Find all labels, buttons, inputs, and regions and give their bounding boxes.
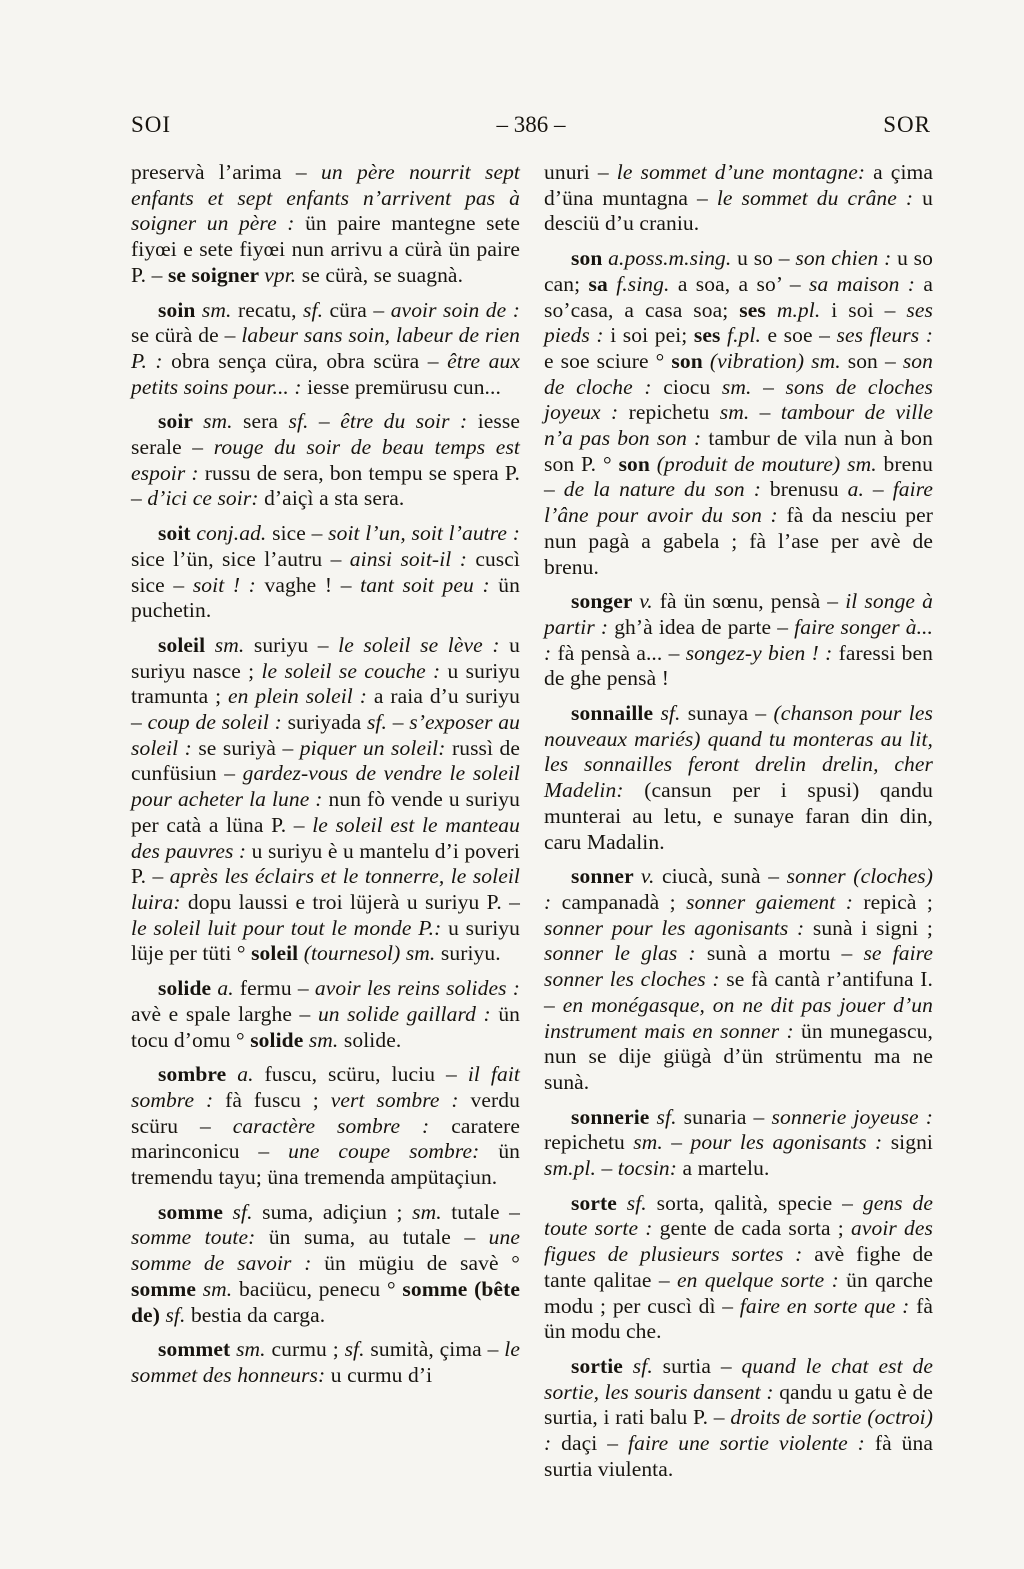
italic-text: il fait sombre : bbox=[131, 1062, 520, 1112]
italic-text: le sommet du crâne : bbox=[716, 185, 923, 210]
italic-text: a. bbox=[237, 1062, 265, 1087]
entry-soit bbox=[131, 521, 520, 624]
plain-text: ciocu bbox=[663, 374, 722, 399]
plain-text: repichetu bbox=[544, 1130, 634, 1155]
plain-text: faressi ben de ghe pensà ! bbox=[544, 640, 933, 691]
italic-text: (tournesol) sm. bbox=[303, 941, 441, 966]
plain-text: unuri – bbox=[544, 160, 617, 184]
entry-sonner bbox=[544, 864, 933, 1095]
italic-text: a. bbox=[847, 477, 873, 502]
plain-text: fà ün sœnu, pensà – bbox=[659, 589, 846, 614]
plain-text: tutale – bbox=[451, 1199, 520, 1224]
plain-text: preservà l’arima – bbox=[131, 160, 322, 184]
italic-text: sm. bbox=[719, 400, 760, 425]
headword: sommet bbox=[158, 1337, 237, 1362]
plain-text: gente de cada sorta ; bbox=[659, 1216, 852, 1241]
italic-text: sf. bbox=[626, 1190, 657, 1215]
plain-text: u desciü d’u craniu. bbox=[544, 185, 933, 236]
plain-text: se fà cantà r’antifuna I. – bbox=[544, 967, 934, 1017]
italic-text: tambour de ville n’a pas bon son : bbox=[544, 400, 933, 451]
plain-text: surtia – bbox=[662, 1353, 742, 1378]
italic-text: faire songer à... : bbox=[544, 614, 934, 665]
italic-text: s’exposer au soleil : bbox=[131, 710, 520, 760]
plain-text: qandu u gatu è de surtia, i rati balu P. – bbox=[544, 1379, 933, 1430]
plain-text: – bbox=[872, 477, 893, 502]
italic-text: sf. bbox=[660, 701, 688, 726]
plain-text: a raia d’u suriyu – bbox=[131, 684, 520, 735]
italic-text: quand le chat est de sortie, les souris dansent : bbox=[544, 1353, 933, 1404]
italic-text: sm. bbox=[412, 1199, 452, 1224]
plain-text: fermu – bbox=[239, 976, 315, 1001]
plain-text: e soe sciure ° bbox=[544, 348, 672, 373]
italic-text: un père nourrit sept enfants et sept enfants n’arrivent pas à soigner un père : bbox=[131, 160, 521, 236]
italic-text: gens de toute sorte : bbox=[544, 1190, 934, 1241]
entry-soin bbox=[131, 298, 520, 401]
headword: soit bbox=[158, 521, 197, 546]
plain-text: a çima d’üna muntagna – bbox=[544, 160, 933, 210]
italic-text: après les éclairs et le tonnerre, le soleil luira: bbox=[131, 864, 520, 914]
plain-text: sunà a mortu – bbox=[706, 941, 864, 966]
plain-text: sice l’ün, sice l’autru – bbox=[131, 546, 350, 571]
plain-text: brenusu bbox=[769, 477, 848, 502]
italic-text: m.pl. bbox=[776, 297, 832, 322]
headword: somme bbox=[158, 1199, 233, 1224]
italic-text: soit ! : bbox=[192, 572, 265, 597]
plain-text: verdu scüru – bbox=[131, 1087, 520, 1138]
italic-text: sm. bbox=[201, 297, 238, 322]
italic-text: droits de sortie (octroi) : bbox=[544, 1405, 934, 1456]
headword: somme (bête de) bbox=[131, 1276, 520, 1327]
headword: soleil bbox=[251, 941, 304, 966]
plain-text: u curmu d’i bbox=[330, 1362, 433, 1387]
entry-sommet-continuation bbox=[544, 160, 933, 237]
plain-text: gh’à idea de parte – bbox=[614, 614, 795, 639]
plain-text: ciucà, sunà – bbox=[661, 864, 787, 889]
headword: somme bbox=[131, 1276, 203, 1301]
plain-text: iesse serale – bbox=[131, 409, 520, 460]
plain-text: sunaria – bbox=[683, 1104, 772, 1129]
italic-text: v. bbox=[639, 589, 660, 614]
plain-text: ün tremendu tayu; üna tremenda ampütaçiun. bbox=[131, 1139, 521, 1190]
entry-soleil bbox=[131, 633, 520, 967]
plain-text: bestia da carga. bbox=[190, 1302, 326, 1327]
italic-text: pour les agonisants : bbox=[690, 1130, 891, 1155]
plain-text: ün qarche modu ; per cuscì dì – bbox=[544, 1267, 933, 1318]
plain-text: suma, adiçiun ; bbox=[262, 1199, 413, 1224]
italic-text: se faire sonner les cloches : bbox=[544, 941, 933, 992]
plain-text: d’aiçì a sta sera. bbox=[264, 486, 405, 511]
italic-text: sf. bbox=[344, 1337, 371, 1362]
italic-text: son chien : bbox=[795, 246, 898, 271]
headword: sortie bbox=[571, 1353, 633, 1378]
entry-soigner-continuation bbox=[131, 160, 520, 289]
plain-text: daçi – bbox=[561, 1431, 629, 1456]
italic-text: être aux petits soins pour... : bbox=[131, 348, 520, 399]
plain-text: vaghe ! – bbox=[264, 572, 361, 597]
plain-text: ün paire mantegne sete fiyœi e sete fiyœi nun arrivu a cürà ün paire P. – bbox=[131, 211, 520, 287]
plain-text: cuscì sice – bbox=[131, 546, 520, 597]
italic-text: f.pl. bbox=[727, 323, 768, 348]
headword: sorte bbox=[571, 1190, 627, 1215]
plain-text: signi bbox=[890, 1130, 934, 1155]
plain-text: cüra – bbox=[329, 297, 391, 322]
plain-text: fà pensà a... – bbox=[557, 640, 686, 665]
italic-text: ses fleurs : bbox=[836, 323, 933, 348]
headword: soir bbox=[158, 409, 204, 434]
plain-text: fà fuscu ; bbox=[225, 1087, 331, 1112]
italic-text: f.sing. bbox=[616, 271, 678, 296]
italic-text: de la nature du son : bbox=[563, 477, 770, 502]
plain-text: recatu, bbox=[237, 297, 304, 322]
italic-text: en monégasque, on ne dit pas jouer d’un instrument mais en sonner : bbox=[544, 992, 933, 1043]
plain-text: curmu ; bbox=[271, 1337, 345, 1362]
italic-text: faire en sorte que : bbox=[739, 1293, 917, 1318]
italic-text: sm. bbox=[214, 632, 254, 657]
headword: sombre bbox=[158, 1062, 238, 1087]
plain-text: russì de cunfüsiun – bbox=[131, 735, 521, 786]
plain-text: avè fighe de tante qalitae – bbox=[544, 1242, 933, 1292]
italic-text: avoir des figues de plusieurs sortes : bbox=[544, 1216, 933, 1267]
plain-text: brenu – bbox=[544, 451, 933, 502]
entry-sombre bbox=[131, 1062, 520, 1191]
italic-text: un solide gaillard : bbox=[317, 1001, 499, 1026]
entry-sorte bbox=[544, 1191, 933, 1345]
plain-text: suriyada bbox=[287, 710, 367, 735]
headword: songer bbox=[571, 589, 640, 614]
italic-text: sf. bbox=[165, 1302, 191, 1327]
italic-text: caractère sombre : bbox=[232, 1113, 452, 1138]
italic-text: il songe à partir : bbox=[544, 589, 933, 639]
italic-text: le soleil est le manteau des pauvres : bbox=[131, 812, 520, 863]
entry-songer bbox=[544, 589, 933, 692]
plain-text: baciücu, penecu ° bbox=[239, 1276, 403, 1301]
italic-text: sf. bbox=[232, 1199, 263, 1224]
plain-text: – bbox=[392, 710, 410, 735]
italic-text: sf. bbox=[656, 1104, 684, 1129]
italic-text: faire une sortie violente : bbox=[628, 1431, 875, 1456]
plain-text: sumità, çima – bbox=[370, 1337, 505, 1362]
plain-text: son – bbox=[847, 348, 903, 373]
italic-text: sm.pl. bbox=[544, 1156, 602, 1181]
plain-text: – bbox=[759, 400, 781, 425]
headword: solide bbox=[158, 976, 218, 1001]
plain-text: – bbox=[671, 1130, 691, 1155]
plain-text: ün tocu d’omu ° bbox=[131, 1001, 521, 1052]
italic-text: sm. bbox=[721, 374, 764, 399]
plain-text: u suriyu tramunta ; bbox=[131, 658, 520, 709]
italic-text: une somme de savoir : bbox=[131, 1225, 520, 1276]
plain-text: russu de sera, bon tempu se spera P. – bbox=[131, 460, 521, 511]
italic-text: sf. bbox=[366, 710, 393, 735]
italic-text: sf. bbox=[288, 409, 319, 434]
entry-sortie bbox=[544, 1354, 933, 1483]
italic-text: le soleil se couche : bbox=[261, 658, 448, 683]
italic-text: somme toute: bbox=[131, 1225, 269, 1250]
italic-text: sonner le glas : bbox=[544, 941, 707, 966]
italic-text: faire l’âne pour avoir du son : bbox=[544, 477, 934, 528]
italic-text: soit l’un, soit l’autre : bbox=[328, 521, 521, 546]
italic-text: en plein soleil : bbox=[228, 684, 374, 709]
plain-text: caratere marinconicu – bbox=[131, 1113, 520, 1164]
plain-text: nun fò vende u suriyu per catà a lüna P. – bbox=[131, 787, 520, 837]
plain-text: solide. bbox=[343, 1027, 402, 1052]
plain-text: u suriyu lüje per tüti ° bbox=[131, 915, 520, 966]
italic-text: sa maison : bbox=[809, 271, 924, 296]
plain-text: ün munegascu, nun se dije giügà d’ün strümentu ma ne sunà. bbox=[544, 1018, 933, 1094]
italic-text: être du soir : bbox=[340, 409, 478, 434]
plain-text: u so – bbox=[737, 246, 796, 271]
headword: sonner bbox=[571, 864, 641, 889]
entry-solide bbox=[131, 976, 520, 1053]
headword: sonnerie bbox=[571, 1104, 657, 1129]
plain-text: a martelu. bbox=[682, 1156, 770, 1181]
italic-text: conj.ad. bbox=[196, 521, 273, 546]
plain-text: se cürà, se suagnà. bbox=[301, 262, 464, 287]
entry-soir bbox=[131, 409, 520, 512]
plain-text: u suriyu nasce ; bbox=[131, 632, 521, 683]
guide-word-right: SOR bbox=[883, 112, 931, 137]
italic-text: sf. bbox=[632, 1353, 663, 1378]
plain-text: i soi – bbox=[831, 297, 907, 322]
italic-text: (vibration) sm. bbox=[709, 348, 848, 373]
headword: sa bbox=[588, 271, 617, 296]
entry-somme bbox=[131, 1200, 520, 1329]
plain-text: repicà ; bbox=[863, 889, 933, 914]
plain-text: u suriyu è u mantelu d’i poveri P. – bbox=[131, 838, 520, 889]
plain-text: suriyu. bbox=[440, 941, 501, 966]
entry-sommet bbox=[131, 1337, 520, 1388]
italic-text: le soleil luit pour tout le monde P.: bbox=[131, 915, 449, 940]
italic-text: le sommet des honneurs: bbox=[131, 1337, 520, 1387]
italic-text: sons de cloches joyeux : bbox=[544, 374, 933, 425]
italic-text: songez-y bien ! : bbox=[685, 640, 839, 665]
plain-text: ün mügiu de savè ° bbox=[324, 1251, 520, 1276]
plain-text: – bbox=[601, 1156, 618, 1181]
italic-text: une coupe sombre: bbox=[288, 1139, 499, 1164]
italic-text: sonnerie joyeuse : bbox=[771, 1104, 933, 1129]
text-columns bbox=[131, 160, 933, 1491]
plain-text: u so can; bbox=[544, 246, 933, 296]
headword: ses bbox=[739, 297, 777, 322]
italic-text: sf. bbox=[303, 297, 330, 322]
italic-text: avoir les reins solides : bbox=[314, 976, 520, 1001]
italic-text: sonner (cloches) : bbox=[544, 864, 933, 914]
guide-word-left: SOI bbox=[131, 112, 172, 137]
italic-text: labeur sans soin, labeur de rien P. : bbox=[131, 323, 521, 373]
italic-text: sm. bbox=[308, 1027, 344, 1052]
italic-text: piquer un soleil: bbox=[299, 735, 452, 760]
italic-text: vert sombre : bbox=[330, 1087, 471, 1112]
italic-text: a.poss.m.sing. bbox=[608, 246, 738, 271]
headword: se soigner bbox=[167, 262, 265, 287]
entry-sonnerie bbox=[544, 1105, 933, 1182]
italic-text: le soleil se lève : bbox=[338, 632, 510, 657]
page-number: – 386 – bbox=[496, 112, 566, 137]
plain-text: tambur de vila nun à bon son P. ° bbox=[544, 426, 934, 476]
headword: son bbox=[571, 246, 609, 271]
italic-text: vpr. bbox=[264, 262, 302, 287]
plain-text: sunà i signi ; bbox=[812, 915, 933, 940]
headword: soin bbox=[158, 297, 202, 322]
headword: son bbox=[671, 348, 710, 373]
italic-text: v. bbox=[640, 864, 662, 889]
plain-text: sorta, qalità, specie – bbox=[656, 1190, 863, 1215]
plain-text: se cürà de – bbox=[131, 323, 242, 348]
plain-text: avè e spale larghe – bbox=[131, 1001, 318, 1026]
column-right bbox=[544, 160, 933, 1491]
headword: solide bbox=[250, 1027, 309, 1052]
plain-text: a so’casa, a casa soa; bbox=[544, 271, 933, 322]
italic-text: tant soit peu : bbox=[360, 572, 499, 597]
plain-text: sice – bbox=[272, 521, 329, 546]
headword: sonnaille bbox=[571, 701, 661, 726]
plain-text: iesse premürusu cun... bbox=[307, 374, 501, 399]
italic-text: ses pieds : bbox=[544, 297, 933, 348]
italic-text: tocsin: bbox=[617, 1156, 683, 1181]
plain-text: i soi pei; bbox=[610, 323, 694, 348]
headword: soleil bbox=[158, 632, 215, 657]
plain-text: sera bbox=[243, 409, 289, 434]
italic-text: (produit de mouture) sm. bbox=[656, 451, 884, 476]
plain-text: fà üna surtia viulenta. bbox=[544, 1431, 933, 1481]
page-header bbox=[131, 112, 931, 142]
plain-text: dopu laussi e troi lüjerà u suriyu P. – bbox=[187, 889, 520, 914]
plain-text: se suriyà – bbox=[198, 735, 300, 760]
headword: son bbox=[618, 451, 657, 476]
plain-text: campanadà ; bbox=[561, 889, 687, 914]
plain-text: – bbox=[763, 374, 786, 399]
italic-text: le sommet d’une montagne: bbox=[616, 160, 874, 184]
plain-text: suriyu – bbox=[253, 632, 339, 657]
italic-text: d’ici ce soir: bbox=[147, 486, 265, 511]
plain-text: repichetu bbox=[628, 400, 720, 425]
italic-text: son de cloche : bbox=[544, 348, 934, 399]
plain-text: obra sença cüra, obra scüra – bbox=[171, 348, 448, 373]
italic-text: en quelque sorte : bbox=[676, 1267, 847, 1292]
italic-text: ainsi soit-il : bbox=[349, 546, 476, 571]
italic-text: coup de soleil : bbox=[147, 710, 288, 735]
italic-text: a. bbox=[217, 976, 240, 1001]
plain-text: a soa, a so’ – bbox=[677, 271, 810, 296]
italic-text: avoir soin de : bbox=[390, 297, 520, 322]
plain-text: sunaya – bbox=[687, 701, 774, 726]
italic-text: sm. bbox=[633, 1130, 672, 1155]
plain-text: fuscu, scüru, luciu – bbox=[264, 1062, 468, 1087]
column-left bbox=[131, 160, 520, 1491]
italic-text: sm. bbox=[203, 409, 244, 434]
plain-text: (cansun per i spusi) qandu munterai au letu, e sunaye faran din din, caru Madalin. bbox=[544, 778, 933, 854]
plain-text: – bbox=[318, 409, 341, 434]
entry-sonnaille bbox=[544, 701, 933, 855]
italic-text: (chanson pour les nouveaux mariés) quand tu monteras au lit, les sonnailles feront drelin drelin, cher Madelin: bbox=[544, 701, 933, 803]
italic-text: rouge du soir de beau temps est espoir : bbox=[131, 435, 520, 485]
italic-text: gardez-vous de vendre le soleil pour acheter la lune : bbox=[131, 761, 520, 812]
plain-text: fà da nesciu per nun pagà a gabela ; fà l’ase per avè de brenu. bbox=[544, 503, 933, 579]
italic-text: sm. bbox=[202, 1276, 240, 1301]
plain-text: fà ün modu che. bbox=[544, 1293, 934, 1344]
italic-text: sonner pour les agonisants : bbox=[544, 915, 813, 940]
plain-text: e soe – bbox=[767, 323, 837, 348]
plain-text: ün puchetin. bbox=[131, 572, 520, 623]
italic-text: sonner gaiement : bbox=[686, 889, 864, 914]
plain-text: ün suma, au tutale – bbox=[268, 1225, 489, 1250]
headword: ses bbox=[693, 323, 727, 348]
entry-son bbox=[544, 246, 933, 580]
italic-text: sm. bbox=[236, 1337, 272, 1362]
